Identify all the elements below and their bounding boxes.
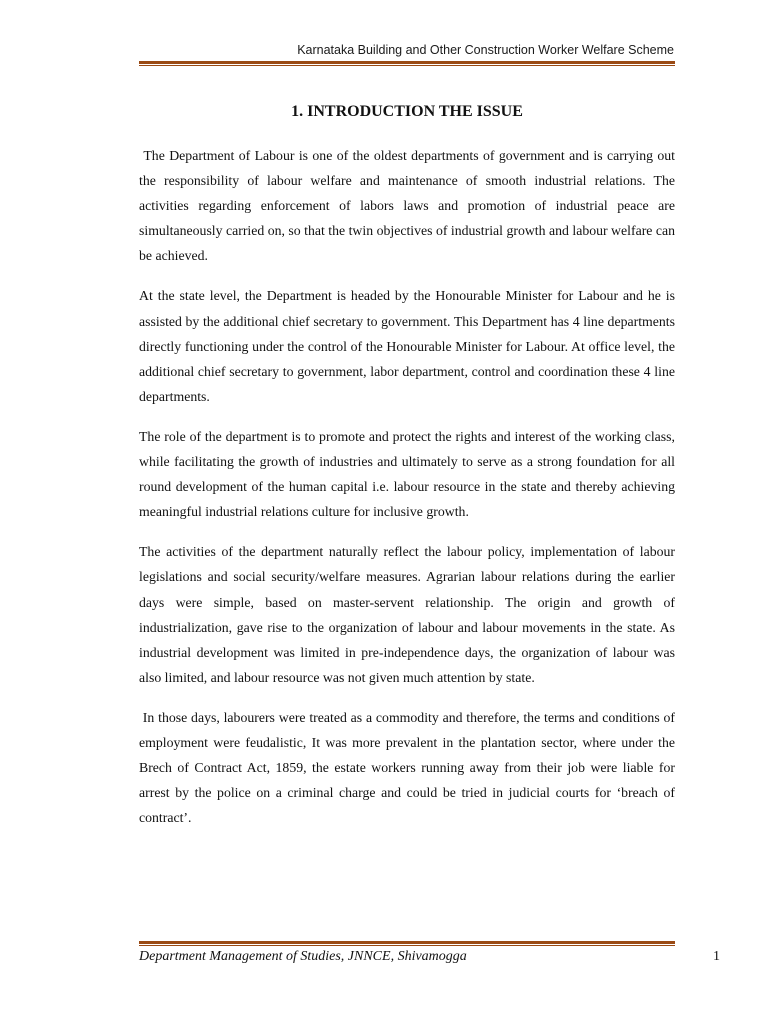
running-header: Karnataka Building and Other Construction Worker Welfare Scheme bbox=[297, 43, 674, 57]
section-heading: 1. INTRODUCTION THE ISSUE bbox=[291, 103, 523, 120]
paragraph: The activities of the department naturally reflect the labour policy, implementation of labour legislations and social security/welfare measures. Agrarian labour relations during the earlier days were simple, based on master-servent relationship. The origin and growth of industrialization, gave rise to the organization of labour and labour movements in the state. As industrial development was limited in pre-independence days, the organization of labour was also limited, and labour resource was not given much attention by state. bbox=[139, 544, 675, 685]
paragraph: The Department of Labour is one of the oldest departments of government and is carrying out the responsibility of labour welfare and maintenance of smooth industrial relations. The activities regarding enforcement of labors laws and promotion of industrial peace are simultaneously carried on, so that the twin objectives of industrial growth and labour welfare can be achieved. bbox=[139, 148, 676, 264]
paragraph: The role of the department is to promote and protect the rights and interest of the working class, while facilitating the growth of industries and ultimately to serve as a strong foundation for all round development of the human capital i.e. labour resource in the state and thereby achieving meaningful industrial relations culture for inclusive growth. bbox=[139, 428, 675, 520]
footer-rule bbox=[139, 941, 675, 946]
header-rule bbox=[139, 61, 675, 66]
running-footer: Department Management of Studies, JNNCE, Shivamogga bbox=[139, 949, 467, 964]
paragraph: In those days, labourers were treated as a commodity and therefore, the terms and conditions of employment were feudalistic, It was more prevalent in the plantation sector, where under the Brech of Contract Act, 1859, the estate workers running away from their job were liable for arrest by the police on a criminal charge and could be tried in judicial courts for ‘breach of contract’. bbox=[139, 709, 675, 826]
paragraph: At the state level, the Department is headed by the Honourable Minister for Labour and he is assisted by the additional chief secretary to government. This Department has 4 line departments directly functioning under the control of the Honourable Minister for Labour. At office level, the additional chief secretary to government, labor department, control and coordination these 4 line departments. bbox=[139, 288, 675, 404]
body-text bbox=[139, 143, 675, 845]
page-number: 1 bbox=[713, 949, 720, 964]
